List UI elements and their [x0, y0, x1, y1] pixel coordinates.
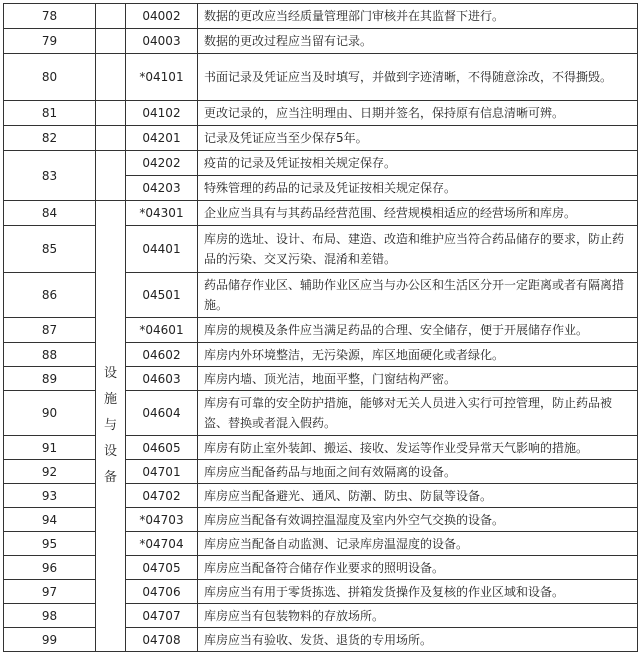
row-number: 80: [4, 54, 96, 101]
row-number: 93: [4, 484, 96, 508]
table-row: [4, 151, 638, 176]
item-description: 数据的更改过程应当留有记录。: [198, 29, 638, 54]
category-label: 设施与设备: [96, 201, 126, 652]
row-number: 98: [4, 604, 96, 628]
item-code: 04702: [126, 484, 198, 508]
item-description: 库房内墙、顶光洁，地面平整，门窗结构严密。: [198, 367, 638, 391]
item-code: 04705: [126, 556, 198, 580]
item-code: 04002: [126, 4, 198, 29]
item-description: 书面记录及凭证应当及时填写，并做到字迹清晰，不得随意涂改，不得撕毁。: [198, 54, 638, 101]
item-code: *04703: [126, 508, 198, 532]
item-description: 记录及凭证应当至少保存5年。: [198, 126, 638, 151]
row-number: 97: [4, 580, 96, 604]
row-number: 85: [4, 226, 96, 273]
table-row: [4, 126, 638, 151]
row-number: 95: [4, 532, 96, 556]
item-code: 04604: [126, 391, 198, 436]
row-number: 89: [4, 367, 96, 391]
item-code: 04501: [126, 273, 198, 318]
item-description: 库房应当配备自动监测、记录库房温湿度的设备。: [198, 532, 638, 556]
item-description: 药品储存作业区、辅助作业区应当与办公区和生活区分开一定距离或者有隔离措施。: [198, 273, 638, 318]
item-description: 数据的更改应当经质量管理部门审核并在其监督下进行。: [198, 4, 638, 29]
row-number: 96: [4, 556, 96, 580]
row-number: 83: [4, 151, 96, 201]
item-description: 库房的选址、设计、布局、建造、改造和维护应当符合药品储存的要求，防止药品的污染、交叉污染、混淆和差错。: [198, 226, 638, 273]
item-code: 04707: [126, 604, 198, 628]
item-code: 04201: [126, 126, 198, 151]
item-description: 疫苗的记录及凭证按相关规定保存。: [198, 151, 638, 176]
item-description: 库房内外环境整洁，无污染源，库区地面硬化或者绿化。: [198, 343, 638, 367]
inspection-table: [3, 3, 638, 652]
item-code: *04601: [126, 318, 198, 343]
item-code: 04003: [126, 29, 198, 54]
item-code: 04603: [126, 367, 198, 391]
item-description: 企业应当具有与其药品经营范围、经营规模相适应的经营场所和库房。: [198, 201, 638, 226]
category-cell: [96, 4, 126, 29]
item-code: 04706: [126, 580, 198, 604]
item-description: 库房应当有用于零货拣选、拼箱发货操作及复核的作业区域和设备。: [198, 580, 638, 604]
item-code: *04301: [126, 201, 198, 226]
table-row: [4, 29, 638, 54]
item-code: 04701: [126, 460, 198, 484]
item-description: 库房应当有验收、发货、退货的专用场所。: [198, 628, 638, 652]
row-number: 90: [4, 391, 96, 436]
item-code: 04202: [126, 151, 198, 176]
item-description: 库房有防止室外装卸、搬运、接收、发运等作业受异常天气影响的措施。: [198, 436, 638, 460]
item-description: 库房应当配备药品与地面之间有效隔离的设备。: [198, 460, 638, 484]
item-description: 更改记录的，应当注明理由、日期并签名，保持原有信息清晰可辨。: [198, 101, 638, 126]
row-number: 84: [4, 201, 96, 226]
item-code: 04602: [126, 343, 198, 367]
item-description: 库房应当配备有效调控温湿度及室内外空气交换的设备。: [198, 508, 638, 532]
row-number: 82: [4, 126, 96, 151]
table-row: [4, 4, 638, 29]
row-number: 92: [4, 460, 96, 484]
item-code: 04401: [126, 226, 198, 273]
row-number: 94: [4, 508, 96, 532]
item-code: *04101: [126, 54, 198, 101]
row-number: 78: [4, 4, 96, 29]
category-cell: [96, 54, 126, 101]
item-code: *04704: [126, 532, 198, 556]
row-number: 88: [4, 343, 96, 367]
table-row: [4, 54, 638, 101]
item-code: 04102: [126, 101, 198, 126]
item-description: 库房应当配备避光、通风、防潮、防虫、防鼠等设备。: [198, 484, 638, 508]
row-number: 86: [4, 273, 96, 318]
category-cell: [96, 101, 126, 126]
row-number: 99: [4, 628, 96, 652]
item-description: 特殊管理的药品的记录及凭证按相关规定保存。: [198, 176, 638, 201]
category-cell: [96, 126, 126, 151]
table-row: [4, 101, 638, 126]
row-number: 87: [4, 318, 96, 343]
row-number: 79: [4, 29, 96, 54]
item-code: 04708: [126, 628, 198, 652]
item-description: 库房应当配备符合储存作业要求的照明设备。: [198, 556, 638, 580]
item-description: 库房的规模及条件应当满足药品的合理、安全储存，便于开展储存作业。: [198, 318, 638, 343]
category-cell: [96, 29, 126, 54]
item-code: 04203: [126, 176, 198, 201]
item-description: 库房应当有包装物料的存放场所。: [198, 604, 638, 628]
item-description: 库房有可靠的安全防护措施，能够对无关人员进入实行可控管理，防止药品被盗、替换或者混入假药。: [198, 391, 638, 436]
row-number: 81: [4, 101, 96, 126]
row-number: 91: [4, 436, 96, 460]
category-cell: [96, 151, 126, 201]
item-code: 04605: [126, 436, 198, 460]
table-row: [4, 201, 638, 226]
